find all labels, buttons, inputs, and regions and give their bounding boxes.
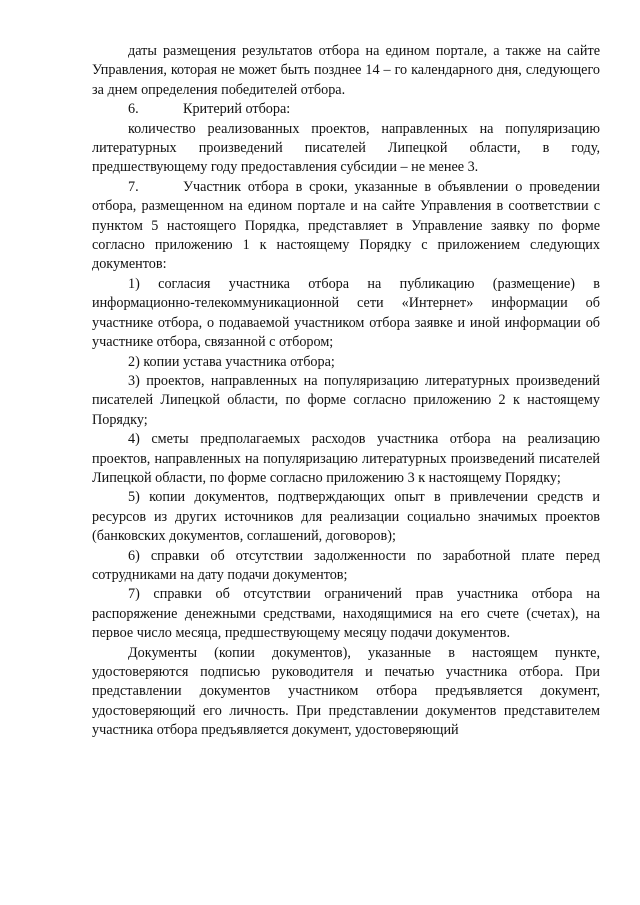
item-7-paragraph	[92, 178, 600, 275]
item-7-text: Участник отбора в сроки, указанные в объявлении о проведении отбора, размещенном на едином портале и на сайте Управления в соответствии с пунктом 5 настоящего Порядка, представляет в Управление заявку по форме согласно приложению 1 к настоящему Порядку с приложением следующих документов:	[92, 178, 600, 273]
paragraph-criterion: количество реализованных проектов, направленных на популяризацию литературных произведений писателей Липецкой области, в году, предшествующему году предоставления субсидии – не менее 3.	[92, 120, 600, 176]
list-item-5: 5) копии документов, подтверждающих опыт в привлечении средств и ресурсов из других источников для реализации социально значимых проектов (банковских документов, соглашений, договоров);	[92, 489, 600, 545]
paragraph-closing: Документы (копии документов), указанные в настоящем пункте, удостоверяются подписью руководителя и печатью участника отбора. При представлении документов участником отбора предъявляется документ, удостоверяющий его личность. При представлении документов представителем участника отбора предъявляется документ, удостоверяющий	[92, 644, 600, 739]
item-6-number: 6.	[128, 101, 139, 118]
document-page	[92, 42, 600, 741]
item-7-number: 7.	[128, 178, 139, 195]
paragraph-result-publication: даты размещения результатов отбора на едином портале, а также на сайте Управления, которая не может быть позднее 14 – го календарного дня, следующего за днем определения победителей отбора.	[92, 43, 600, 98]
list-item-1: 1) согласия участника отбора на публикацию (размещение) в информационно-телекоммуникационной сети «Интернет» информации об участнике отбора, о подаваемой участником отбора заявке и иной информации об участнике отбора, связанной с отбором;	[92, 275, 600, 351]
list-item-7: 7) справки об отсутствии ограничений прав участника отбора на распоряжение денежными средствами, находящимися на его счете (счетах), на первое число месяца, предшествующему месяцу подачи документов.	[92, 586, 600, 642]
item-6-heading	[92, 100, 600, 119]
list-item-6: 6) справки об отсутствии задолженности по заработной плате перед сотрудниками на дату подачи документов;	[92, 547, 600, 583]
list-item-4: 4) сметы предполагаемых расходов участника отбора на реализацию проектов, направленных на популяризацию литературных произведений писателей Липецкой области, по форме согласно приложению 3 к настоящему Порядку;	[92, 431, 600, 486]
list-item-3: 3) проектов, направленных на популяризацию литературных произведений писателей Липецкой области, по форме согласно приложению 2 к настоящему Порядку;	[92, 372, 600, 428]
list-item-2: 2) копии устава участника отбора;	[128, 353, 335, 370]
item-6-text: Критерий отбора:	[183, 101, 291, 118]
